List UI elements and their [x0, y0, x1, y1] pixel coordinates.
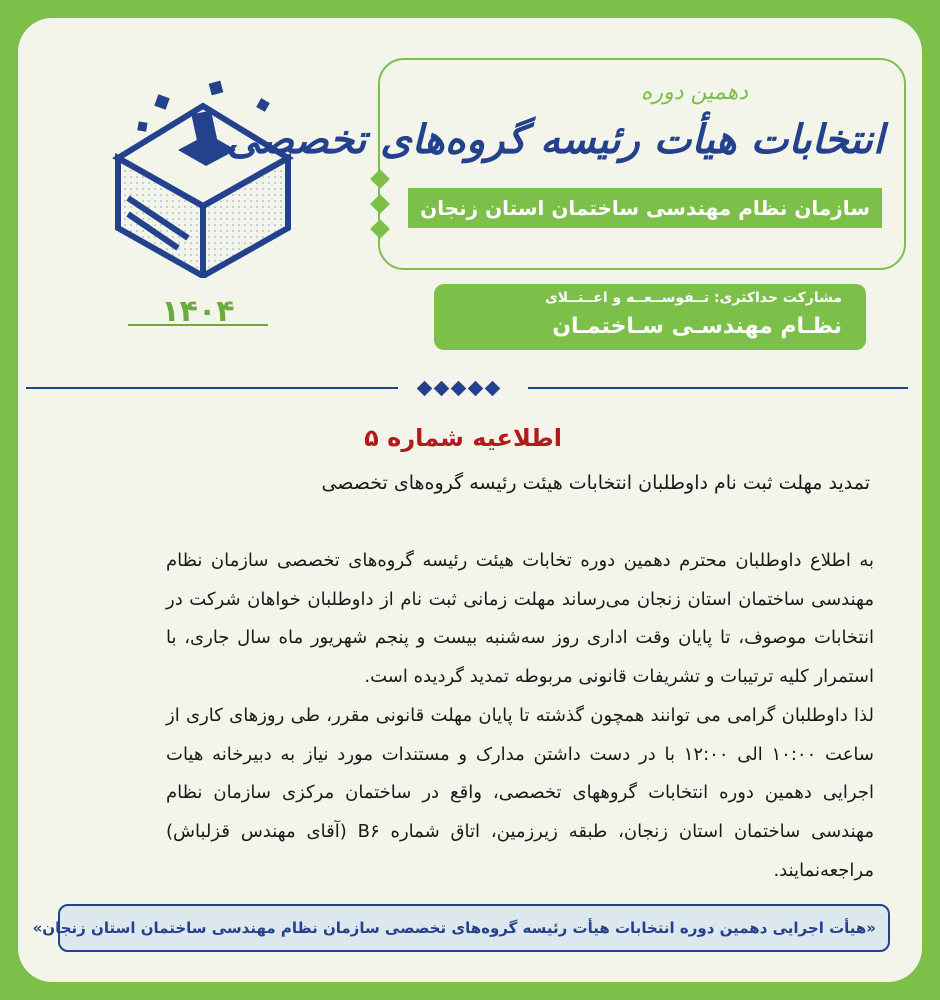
slogan-line-2: نظـام مهندسـی سـاختمـان [552, 314, 842, 339]
year-label: ۱۴۰۴ [161, 294, 235, 329]
divider-line-right [528, 387, 908, 389]
organization-banner: سازمان نظام مهندسی ساختمان استان زنجان [408, 188, 882, 228]
signature-text: «هیأت اجرایی دهمین دوره انتخابات هیأت رئیسه گروه‌های تخصصی سازمان نظام مهندسی ساختمان استان زنجان» [32, 919, 876, 937]
divider-diamonds-icon [416, 379, 526, 397]
divider-line-left [26, 387, 398, 389]
diamond-decoration-icon [368, 172, 392, 247]
notice-body [166, 542, 874, 890]
notice-card [18, 18, 922, 982]
election-title: انتخابات هیأت رئیسه گروه‌های تخصصی [226, 116, 884, 163]
notice-subtitle: تمدید مهلت ثبت نام داوطلبان انتخابات هیئت رئیسه گروه‌های تخصصی [321, 472, 870, 494]
election-title-box [226, 58, 906, 270]
notice-title: اطلاعیه شماره ۵ [364, 424, 562, 452]
slogan-box [434, 284, 866, 350]
notice-paragraph-1: به اطلاع داوطلبان محترم دهمین دوره تخابات هیئت رئیسه گروه‌های تخصصی سازمان نظام مهندسی ساختمان استان زنجان می‌رساند مهلت زمانی ثبت نام از داوطلبان خواهان شرکت در انتخابات موصوف، تا پایان وقت اداری روز سه‌شنبه بیست و پنجم شهریور ماه سال جاری، با استمرار کلیه ترتیبات و تشریفات قانونی مربوطه تمدید گردیده است. [166, 550, 874, 688]
signature-box [32, 904, 890, 952]
ballot-box-logo-icon [98, 78, 308, 278]
notice-paragraph-2: لذا داوطلبان گرامی می توانند همچون گذشته تا پایان مهلت قانونی مقرر، طی روزهای کاری از ساعت ۱۰:۰۰ الی ۱۲:۰۰ با در دست داشتن مدارک و مستندات مورد نیاز به دبیرخانه هیات اجرایی دهمین دوره انتخابات گروههای تخصصی، واقع در ساختمان مرکزی سازمان نظام مهندسی ساختمان استان زنجان، طبقه زیرزمین، اتاق شماره B۶ (آقای مهندس قزلباش) مراجعه‌نمایند. [166, 704, 875, 881]
edition-label: دهمین دوره [640, 80, 748, 105]
slogan-line-1: مشارکت حداکثری: تــفوســعــه و اعــتــلای [544, 290, 842, 306]
